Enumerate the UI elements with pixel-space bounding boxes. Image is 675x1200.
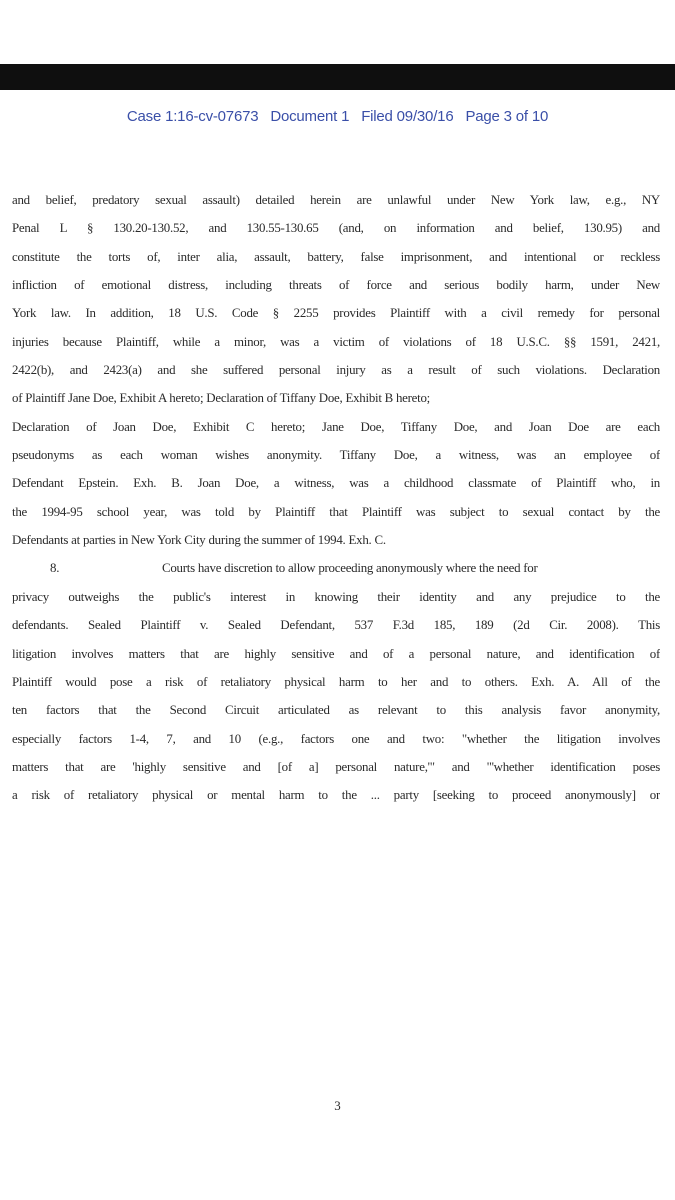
text-line: a risk of retaliatory physical or mental harm to the ... party [seeking to proceed anonymously] or (12, 788, 660, 803)
text-line: Declaration of Joan Doe, Exhibit C hereto; Jane Doe, Tiffany Doe, and Joan Doe are each (12, 419, 660, 434)
page-indicator: Page 3 of 10 (465, 108, 549, 125)
text-line: defendants. Sealed Plaintiff v. Sealed Defendant, 537 F.3d 185, 189 (2d Cir. 2008). This (12, 618, 660, 633)
text-line: York law. In addition, 18 U.S. Code § 2255 provides Plaintiff with a civil remedy for personal (12, 306, 660, 321)
text-line: privacy outweighs the public's interest in knowing their identity and any prejudice to the (12, 589, 660, 604)
page-number: 3 (334, 1098, 341, 1113)
filed-date: Filed 09/30/16 (361, 108, 454, 125)
text-line: pseudonyms as each woman wishes anonymity. Tiffany Doe, a witness, was an employee of (12, 448, 660, 463)
document-number: Document 1 (270, 108, 350, 125)
text-line: and belief, predatory sexual assault) detailed herein are unlawful under New York law, e.g., NY (12, 193, 660, 207)
text-line: the 1994-95 school year, was told by Plaintiff that Plaintiff was subject to sexual contact by the (12, 504, 660, 519)
case-number: Case 1:16-cv-07673 (126, 108, 259, 125)
ecf-header (0, 108, 675, 125)
text-line: constitute the torts of, inter alia, assault, battery, false imprisonment, and intentional or reckless (12, 249, 660, 264)
document-body (12, 186, 660, 810)
text-line: Defendants at parties in New York City during the summer of 1994. Exh. C. (12, 533, 386, 548)
paragraph-number: 8. (50, 561, 60, 576)
text-line: of Plaintiff Jane Doe, Exhibit A hereto; Declaration of Tiffany Doe, Exhibit B hereto; (12, 391, 431, 406)
paragraph-8-text: Courts have discretion to allow proceeding anonymously where the need for (162, 561, 538, 576)
text-line: matters that are 'highly sensitive and [of a] personal nature,'" and "'whether identification poses (12, 759, 660, 774)
text-line: litigation involves matters that are highly sensitive and of a personal nature, and identification of (12, 646, 660, 661)
text-line: infliction of emotional distress, including threats of force and serious bodily harm, under New (12, 278, 660, 293)
text-line: Plaintiff would pose a risk of retaliatory physical harm to her and to others. Exh. A. All of the (12, 674, 660, 689)
text-line: ten factors that the Second Circuit articulated as relevant to this analysis favor anonymity, (12, 703, 660, 718)
text-line: injuries because Plaintiff, while a minor, was a victim of violations of 18 U.S.C. §§ 1591, 2421, (12, 334, 660, 349)
text-line: Defendant Epstein. Exh. B. Joan Doe, a witness, was a childhood classmate of Plaintiff who, in (12, 476, 660, 491)
text-line: especially factors 1-4, 7, and 10 (e.g., factors one and two: "whether the litigation involves (12, 731, 660, 746)
text-line: Penal L § 130.20-130.52, and 130.55-130.65 (and, on information and belief, 130.95) and (12, 221, 660, 236)
text-line: 2422(b), and 2423(a) and she suffered personal injury as a result of such violations. Declaration (12, 363, 660, 378)
top-black-bar (0, 64, 675, 90)
paragraph-8-first-line (12, 554, 660, 582)
